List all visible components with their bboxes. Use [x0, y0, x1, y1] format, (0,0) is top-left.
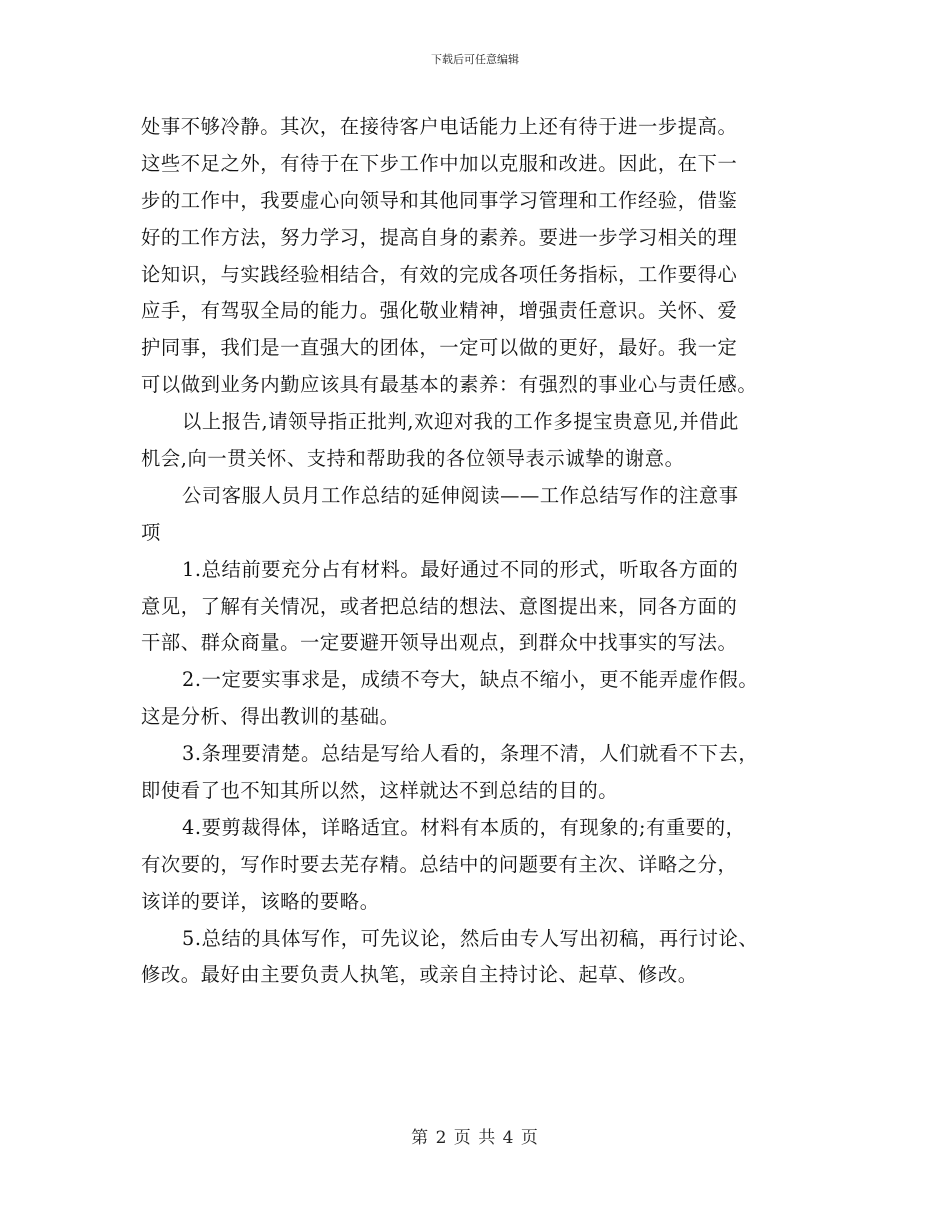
text-line: 这是分析、得出教训的基础。: [141, 705, 400, 729]
text-line: 这些不足之外，有待于在下步工作中加以克服和改进。因此，在下一: [141, 151, 738, 175]
text-line: 干部、群众商量。一定要避开领导出观点，到群众中找事实的写法。: [141, 631, 738, 655]
list-item-5-line: 5.总结的具体写作，可先议论，然后由专人写出初稿，再行讨论、: [182, 926, 759, 950]
text-line: 步的工作中，我要虚心向领导和其他同事学习管理和工作经验，借鉴: [141, 188, 738, 212]
text-line: 可以做到业务内勤应该具有最基本的素养：有强烈的事业心与责任感。: [141, 373, 758, 397]
page-header: 下载后可任意编辑: [431, 53, 519, 66]
paragraph-start-line: 以上报告,请领导指正批判,欢迎对我的工作多提宝贵意见,并借此: [182, 410, 739, 434]
text-line: 有次要的，写作时要去芜存精。总结中的问题要有主次、详略之分，: [141, 852, 738, 876]
list-item-1-line: 1.总结前要充分占有材料。最好通过不同的形式，听取各方面的: [182, 557, 739, 581]
text-line: 护同事，我们是一直强大的团体，一定可以做的更好，最好。我一定: [141, 336, 738, 360]
document-body: [141, 109, 821, 994]
list-item-2-line: 2.一定要实事求是，成绩不夸大，缺点不缩小，更不能弄虚作假。: [182, 668, 759, 692]
list-item-4-line: 4.要剪裁得体，详略适宜。材料有本质的，有现象的;有重要的，: [182, 815, 746, 839]
text-line: 修改。最好由主要负责人执笔，或亲自主持讨论、起草、修改。: [141, 963, 698, 987]
page-footer: 第 2 页 共 4 页: [411, 1128, 539, 1148]
section-title-line: 项: [141, 520, 161, 544]
text-line: 应手，有驾驭全局的能力。强化敬业精神，增强责任意识。关怀、爱: [141, 299, 738, 323]
text-line: 该详的要详，该略的要略。: [141, 889, 380, 913]
text-line: 处事不够冷静。其次，在接待客户电话能力上还有待于进一步提高。: [141, 115, 738, 138]
text-line: 即使看了也不知其所以然，这样就达不到总结的目的。: [141, 779, 619, 803]
section-title-line: 公司客服人员月工作总结的延伸阅读——工作总结写作的注意事: [182, 483, 739, 507]
text-line: 机会,向一贯关怀、支持和帮助我的各位领导表示诚挚的谢意。: [141, 447, 685, 471]
text-line: 好的工作方法，努力学习，提高自身的素养。要进一步学习相关的理: [141, 225, 738, 249]
text-line: 论知识，与实践经验相结合，有效的完成各项任务指标，工作要得心: [141, 262, 738, 286]
list-item-3-line: 3.条理要清楚。总结是写给人看的，条理不清，人们就看不下去，: [182, 742, 759, 766]
text-line: 意见，了解有关情况，或者把总结的想法、意图提出来，同各方面的: [141, 594, 738, 618]
